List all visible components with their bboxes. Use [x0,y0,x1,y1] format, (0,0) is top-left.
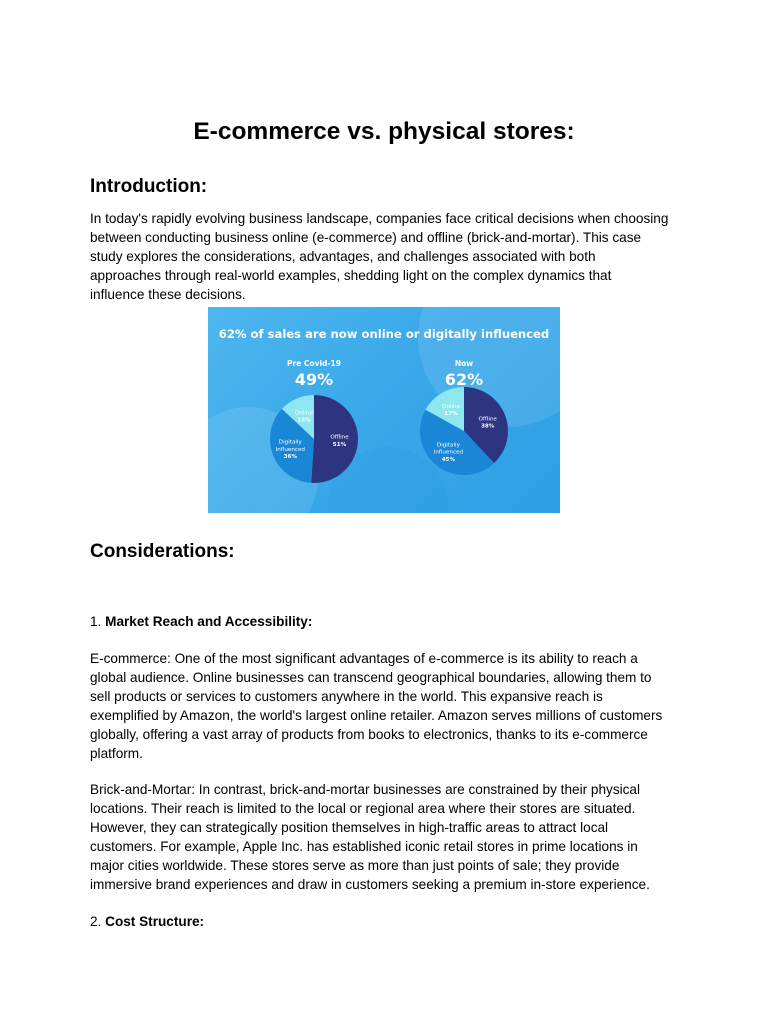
paragraph-line: globally, offering a vast array of products from books to electronics, thanks to its e-commerce [90,726,648,742]
consideration-item-1 [90,613,312,632]
item-number: 1. [90,614,102,629]
pie-slice-label-online: Online 13% [294,410,313,424]
considerations-heading: Considerations: [90,541,235,562]
paragraph-line: between conducting business online (e-commerce) and offline (brick-and-mortar). This case [90,229,642,245]
paragraph-line: platform. [90,745,143,761]
pie-slice-label-online: Online 17% [441,403,461,418]
pie-chart-pre-covid [270,395,358,483]
pie-slice-label-digitally-influenced: Digitally Influenced 45% [433,442,464,463]
paragraph-line: locations. Their reach is limited to the local or regional area where their stores are situated. [90,800,636,816]
paragraph-line: approaches through real-world examples, shedding light on the complex dynamics that [90,267,612,283]
introduction-heading: Introduction: [90,176,208,197]
consideration-item-2 [90,913,204,932]
item-label: Cost Structure: [105,914,205,929]
paragraph-line: In today's rapidly evolving business landscape, companies face critical decisions when choosing [90,211,669,226]
paragraph-line: study explores the considerations, advantages, and challenges associated with both [90,248,596,264]
pie-label-pre-covid: Pre Covid-19 [287,359,341,368]
pie-headline-now: 62% [444,370,484,389]
introduction-paragraph [90,210,690,305]
paragraph-line: Brick-and-Mortar: In contrast, brick-and-mortar businesses are constrained by their physical [90,782,641,797]
paragraph-line: However, they can strategically position themselves in high-traffic areas to attract local [90,819,609,835]
item-label: Market Reach and Accessibility: [105,614,313,629]
sales-infographic [208,307,560,513]
infographic-svg [208,307,560,513]
paragraph-line: immersive brand experiences and draw in customers seeking a premium in-store experience. [90,876,650,892]
pie-slice-label-offline: Offline 38% [478,416,497,430]
paragraph-line: customers. For example, Apple Inc. has established iconic retail stores in prime locations in [90,838,638,854]
paragraph-line: global audience. Online businesses can transcend geographical boundaries, allowing them to [90,669,652,685]
pie-slice-label-digitally-influenced: Digitally Influenced 36% [275,439,305,461]
infographic-headline: 62% of sales are now online or digitally influenced [218,327,550,341]
pie-label-now: Now [454,359,474,368]
paragraph-line: exemplified by Amazon, the world's largest online retailer. Amazon serves millions of customers [90,707,663,723]
paragraph-line: major cities worldwide. These stores serve as more than just points of sale; they provide [90,857,620,873]
pie-slice-label-offline: Offline 51% [330,434,349,448]
document-title: E-commerce vs. physical stores: [193,118,575,145]
paragraph-line: E-commerce: One of the most significant advantages of e-commerce is its ability to reach a [90,651,638,666]
brick-and-mortar-paragraph [90,781,690,894]
pie-chart-now [420,387,508,475]
item-number: 2. [90,914,102,929]
paragraph-line: influence these decisions. [90,286,246,302]
paragraph-line: sell products or services to customers anywhere in the world. This expansive reach is [90,688,603,704]
pie-headline-pre-covid: 49% [294,370,334,389]
ecommerce-paragraph [90,650,690,763]
